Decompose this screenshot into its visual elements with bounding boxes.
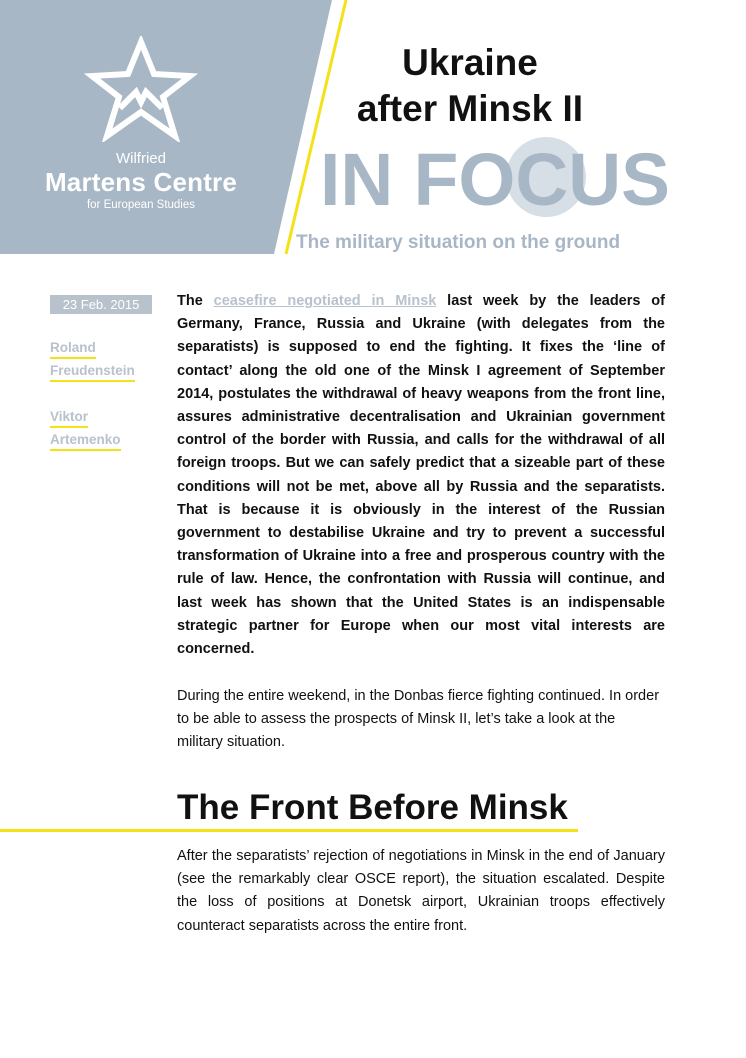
author-first-name[interactable]: Viktor [50,408,88,428]
logo-wordmark [30,150,252,212]
logo-line-wilfried: Wilfried [115,150,166,167]
author-viktor-artemenko[interactable] [50,405,121,451]
page-title [320,40,620,132]
section-heading: The Front Before Minsk [177,788,568,827]
author-last-name[interactable]: Freudenstein [50,362,135,382]
logo-line-martens-centre: Martens Centre [44,167,238,197]
article-paragraph-3: After the separatists’ rejection of negotiations in Minsk in the end of January (see the remarkably clear OSCE report), the situation escalated. Despite the loss of positions at Donetsk airport, Ukrainian troops effectively counteract separatists across the entire front. [177,848,665,934]
section-heading-underline [0,829,578,832]
in-focus-series-mark [316,137,676,217]
intro-body: last week by the leaders of Germany, France, Russia and Ukraine (with delegates from the separatists) is supposed to end the fighting. It fixes the ‘line of contact’ along the old one of the Minsk I agreement of September 2014, postulates the withdrawal of heavy weapons from the front line, assures administrative decentralisation and Ukrainian government control of the border with Russia, and calls for the withdrawal of all foreign troops. But we can safely predict that a sizeable part of these conditions will not be met, above all by Russia and the separatists. That is because it is obviously in the interest of the Russian government to destabilise Ukraine and try to prevent a successful transformation of Ukraine into a free and prosperous country with the rule of law. Hence, the confrontation with Russia will continue, and last week has shown that the United States is an indispensable strategic partner for Europe when our most vital interests are concerned. [177,293,665,658]
intro-prefix: The [177,293,214,309]
series-name-text: IN FOCUS [320,138,670,217]
article-paragraph-intro [177,290,665,661]
author-last-name[interactable]: Artemenko [50,431,121,451]
star-logo-icon [84,36,198,142]
ceasefire-link[interactable]: ceasefire negotiated in Minsk [213,293,437,309]
date-badge: 23 Feb. 2015 [50,295,152,314]
author-roland-freudenstein[interactable] [50,336,135,382]
author-first-name[interactable]: Roland [50,339,96,359]
page-subtitle: The military situation on the ground [296,232,621,253]
logo-line-european-studies: for European Studies [86,199,196,211]
title-line-2: after Minsk II [356,88,584,129]
article-paragraph-2: During the entire weekend, in the Donbas fierce fighting continued. In order to be able to assess the prospects of Minsk II, let’s take a look at the military situation. [177,688,660,751]
title-line-1: Ukraine [402,42,538,83]
